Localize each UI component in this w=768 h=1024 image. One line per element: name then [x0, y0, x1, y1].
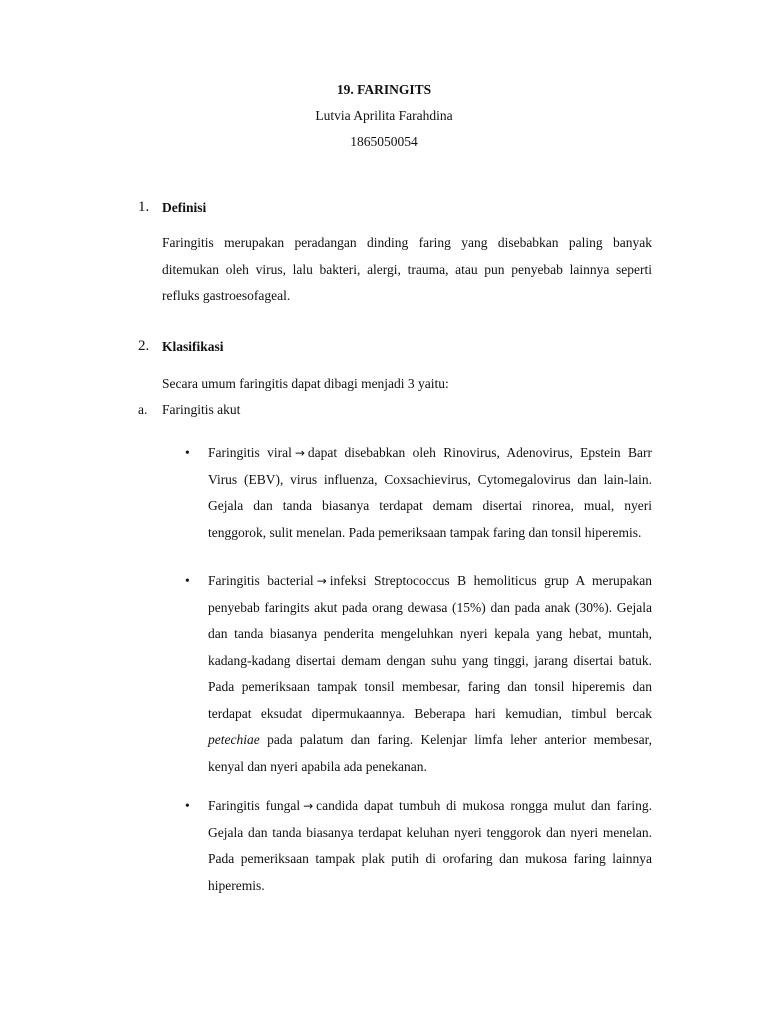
document-title: 19. FARINGITS — [336, 82, 432, 97]
bullet-text: candida dapat tumbuh di mukosa rongga mulut dan faring. Gejala dan tanda biasanya terdapat keluhan nyeri tenggorok dan nyeri menelan. Pada pemeriksaan tampak plak putih di orofaring dan mukosa faring lainnya hiperemis. — [208, 798, 652, 893]
classification-intro: Secara umum faringitis dapat dibagi menjadi 3 yaitu: — [162, 376, 449, 391]
bullet-icon: • — [185, 573, 190, 588]
student-id: 1865050054 — [350, 134, 418, 149]
arrow-right-icon: → — [303, 799, 314, 813]
bullet-icon: • — [185, 445, 190, 460]
section-title-definisi: Definisi — [162, 200, 207, 215]
section-title-klasifikasi: Klasifikasi — [162, 339, 224, 354]
section-number: 1. — [138, 199, 150, 215]
bullet-text-continued: pada palatum dan faring. Kelenjar limfa leher anterior membesar, kenyal dan nyeri apabila ada penekanan. — [208, 732, 652, 774]
bullet-label: Faringitis bacterial — [208, 573, 314, 588]
bullet-item-viral — [208, 440, 652, 546]
author-name: Lutvia Aprilita Farahdina — [315, 108, 453, 123]
definition-paragraph: Faringitis merupakan peradangan dinding faring yang disebabkan paling banyak ditemukan oleh virus, lalu bakteri, alergi, trauma, atau pun penyebab lainnya seperti refluks gastroesofageal. — [162, 235, 652, 303]
bullet-label: Faringitis fungal — [208, 798, 301, 813]
arrow-right-icon: → — [294, 446, 305, 460]
bullet-text: infeksi Streptococcus B hemoliticus grup A merupakan penyebab faringits akut pada orang dewasa (15%) dan pada anak (30%). Gejala dan tanda biasanya penderita mengeluhkan nyeri kepala yang hebat, muntah, kadang-kadang disertai demam dengan suhu yang tinggi, jarang disertai batuk. Pada pemeriksaan tampak tonsil membesar, faring dan tonsil hiperemis dan terdapat eksudat dipermukaannya. Beberapa hari kemudian, timbul bercak — [208, 573, 652, 721]
bullet-icon: • — [185, 798, 190, 813]
bullet-item-bacterial — [208, 568, 652, 780]
section-number: 2. — [138, 338, 150, 354]
bullet-item-fungal — [208, 793, 652, 899]
italic-term: petechiae — [208, 732, 260, 747]
arrow-right-icon: → — [316, 574, 327, 588]
bullet-text: dapat disebabkan oleh Rinovirus, Adenovirus, Epstein Barr Virus (EBV), virus influenza, Coxsachievirus, Cytomegalovirus dan lain-lain. Gejala dan tanda biasanya terdapat demam disertai rinorea, mual, nyeri tenggorok, sulit menelan. Pada pemeriksaan tampak faring dan tonsil hiperemis. — [208, 445, 652, 540]
sub-list-marker: a. — [138, 402, 148, 417]
bullet-label: Faringitis viral — [208, 445, 292, 460]
sub-list-label: Faringitis akut — [162, 402, 241, 417]
